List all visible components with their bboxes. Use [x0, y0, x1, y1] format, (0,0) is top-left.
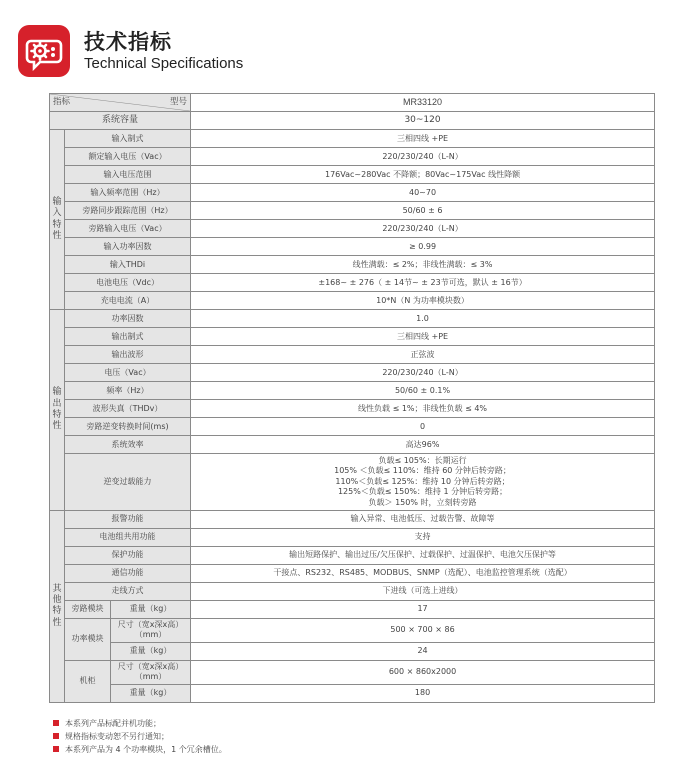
footnote [53, 717, 227, 730]
model-header-label: 型号 [170, 97, 188, 107]
table-row [50, 642, 655, 660]
footnote [53, 730, 227, 743]
footnote [53, 743, 227, 756]
row-value: 正弦波 [191, 346, 655, 364]
table-row [50, 364, 655, 382]
table-row [50, 436, 655, 454]
power-weight-value: 24 [191, 642, 655, 660]
table-row [50, 310, 655, 328]
table-row [50, 564, 655, 582]
table-row [50, 418, 655, 436]
power-module-label: 功率模块 [65, 618, 111, 660]
table-row [50, 660, 655, 684]
row-label: 输入功率因数 [65, 238, 191, 256]
table-row [50, 454, 655, 511]
overload-line: 110%＜负载≤ 125%：维持 10 分钟后转旁路； [335, 476, 510, 486]
row-value: 三相四线 +PE [191, 328, 655, 346]
table-row [50, 382, 655, 400]
table-row [50, 220, 655, 238]
table-row [50, 582, 655, 600]
cabinet-weight-label: 重量（kg） [111, 684, 191, 702]
page-title: 技术指标 [84, 30, 172, 54]
bullet-square-icon [53, 746, 59, 752]
bypass-weight-value: 17 [191, 600, 655, 618]
spec-table [49, 93, 655, 703]
table-row [50, 292, 655, 310]
row-label: 输入THDi [65, 256, 191, 274]
table-row [50, 238, 655, 256]
overload-label: 逆变过载能力 [65, 454, 191, 511]
row-value: 10*N（N 为功率模块数） [191, 292, 655, 310]
capacity-value: 30~120 [191, 112, 655, 130]
footnotes [53, 717, 227, 756]
cabinet-size-label: 尺寸（宽x深x高）（mm） [111, 660, 191, 684]
row-label: 充电电流（A） [65, 292, 191, 310]
row-value: 线性负载 ≤ 1%；非线性负载 ≤ 4% [191, 400, 655, 418]
row-label: 旁路同步跟踪范围（Hz） [65, 202, 191, 220]
row-value: 220/230/240（L-N） [191, 364, 655, 382]
table-row [50, 112, 655, 130]
power-weight-label: 重量（kg） [111, 642, 191, 660]
group-output [50, 310, 65, 511]
power-size-value: 500 × 700 × 86 [191, 618, 655, 642]
row-value: 高达96% [191, 436, 655, 454]
row-value: 输出短路保护、输出过压/欠压保护、过载保护、过温保护、电池欠压保护等 [191, 546, 655, 564]
row-value: 50/60 ± 6 [191, 202, 655, 220]
row-value: 50/60 ± 0.1% [191, 382, 655, 400]
gear-gauge-icon [18, 25, 70, 77]
table-row [50, 346, 655, 364]
row-label: 输入制式 [65, 130, 191, 148]
table-row [50, 274, 655, 292]
table-row [50, 148, 655, 166]
table-row [50, 684, 655, 702]
table-row [50, 256, 655, 274]
group-input [50, 130, 65, 310]
row-value: ≥ 0.99 [191, 238, 655, 256]
row-value: ±168~ ± 276（ ± 14节~ ± 23节可选，默认 ± 16节） [191, 274, 655, 292]
row-value: 40~70 [191, 184, 655, 202]
row-value: 线性满载：≤ 2%；非线性满载：≤ 3% [191, 256, 655, 274]
bullet-square-icon [53, 733, 59, 739]
row-label: 功率因数 [65, 310, 191, 328]
header [18, 20, 658, 80]
group-other-label: 其他特性 [52, 583, 62, 628]
row-label: 电池电压（Vdc） [65, 274, 191, 292]
row-label: 电压（Vac） [65, 364, 191, 382]
capacity-label: 系统容量 [50, 112, 191, 130]
table-row [50, 528, 655, 546]
model-name: MR33120 [191, 94, 655, 112]
overload-line: 105% ＜负载≤ 110%：维持 60 分钟后转旁路； [334, 466, 511, 476]
overload-line: 负载＞ 150% 时，立刻转旁路 [368, 497, 477, 507]
row-label: 额定输入电压（Vac） [65, 148, 191, 166]
table-row [50, 130, 655, 148]
row-value: 干接点、RS232、RS485、MODBUS、SNMP（选配）、电池监控管理系统（选配） [191, 564, 655, 582]
row-value: 1.0 [191, 310, 655, 328]
row-label: 旁路输入电压（Vac） [65, 220, 191, 238]
row-value: 支持 [191, 528, 655, 546]
table-row [50, 166, 655, 184]
cabinet-label: 机柜 [65, 660, 111, 702]
overload-line: 负载≤ 105%：长期运行 [378, 456, 467, 465]
table-row [50, 328, 655, 346]
overload-lines [334, 454, 511, 510]
footnote-text: 本系列产品为 4 个功率模块，1 个冗余槽位。 [65, 745, 227, 754]
table-row [50, 400, 655, 418]
overload-line: 125%＜负载≤ 150%：维持 1 分钟后转旁路； [337, 487, 508, 497]
row-value: 220/230/240（L-N） [191, 148, 655, 166]
spec-header-label: 指标 [53, 97, 71, 108]
row-label: 系统效率 [65, 436, 191, 454]
row-label: 电池组共用功能 [65, 528, 191, 546]
footnote-text: 规格指标变动恕不另行通知； [65, 732, 169, 741]
group-input-label: 输入特性 [52, 197, 62, 241]
row-label: 波形失真（THDv） [65, 400, 191, 418]
row-value: 220/230/240（L-N） [191, 220, 655, 238]
table-row [50, 184, 655, 202]
table-row [50, 202, 655, 220]
footnote-text: 本系列产品标配并机功能； [65, 719, 161, 728]
diagonal-header-cell [50, 94, 191, 112]
row-label: 输入电压范围 [65, 166, 191, 184]
row-label: 报警功能 [65, 510, 191, 528]
row-label: 频率（Hz） [65, 382, 191, 400]
row-value: 0 [191, 418, 655, 436]
row-value: 三相四线 +PE [191, 130, 655, 148]
table-row [50, 510, 655, 528]
page-subtitle: Technical Specifications [84, 55, 244, 72]
row-label: 输出制式 [65, 328, 191, 346]
header-row [50, 94, 655, 112]
row-value: 输入异常、电池低压、过载告警、故障等 [191, 510, 655, 528]
row-label: 输入频率范围（Hz） [65, 184, 191, 202]
row-label: 保护功能 [65, 546, 191, 564]
cabinet-weight-value: 180 [191, 684, 655, 702]
bypass-weight-label: 重量（kg） [111, 600, 191, 618]
row-label: 通信功能 [65, 564, 191, 582]
row-value: 176Vac~280Vac 不降额；80Vac~175Vac 线性降额 [191, 166, 655, 184]
row-label: 旁路逆变转换时间(ms) [65, 418, 191, 436]
table-row [50, 618, 655, 642]
group-other [50, 510, 65, 702]
cabinet-size-value: 600 × 860x2000 [191, 660, 655, 684]
bypass-module-label: 旁路模块 [65, 600, 111, 618]
group-output-label: 输出特性 [52, 387, 62, 432]
row-value: 下进线（可选上进线） [191, 582, 655, 600]
table-row [50, 600, 655, 618]
power-size-label: 尺寸（宽x深x高）（mm） [111, 618, 191, 642]
bullet-square-icon [53, 720, 59, 726]
row-label: 走线方式 [65, 582, 191, 600]
row-label: 输出波形 [65, 346, 191, 364]
overload-value [191, 454, 655, 511]
table-row [50, 546, 655, 564]
